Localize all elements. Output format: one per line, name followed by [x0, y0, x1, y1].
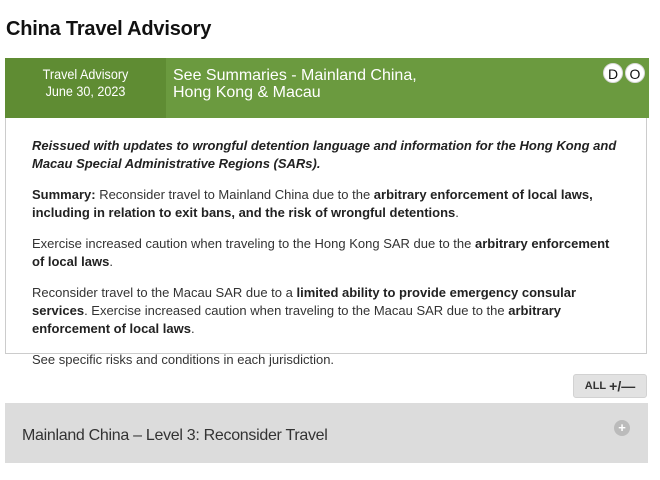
summary-label: Summary:	[32, 187, 96, 202]
plus-circle-icon[interactable]: +	[614, 420, 630, 436]
advisory-card	[5, 58, 647, 367]
other-badge[interactable]: O	[625, 63, 645, 83]
advisory-date-block	[5, 58, 166, 118]
accordion-mainland-china[interactable]	[5, 403, 648, 463]
risk-indicator-badges	[603, 63, 645, 83]
summaries-link[interactable]: See Summaries - Mainland China, Hong Kong & Macau	[173, 67, 417, 101]
accordion-title: Mainland China – Level 3: Reconsider Travel	[22, 427, 328, 444]
advisory-body	[32, 137, 622, 382]
toggle-all-label: ALL	[584, 380, 607, 392]
jurisdiction-note: See specific risks and conditions in each jurisdiction.	[32, 352, 335, 367]
plus-minus-icon: +/—	[609, 378, 636, 394]
hongkong-paragraph: Exercise increased caution when traveling to the Hong Kong SAR due to the arbitrary enforcement of local laws.	[32, 236, 610, 269]
summary-paragraph: Summary: Reconsider travel to Mainland China due to the arbitrary enforcement of local laws, including in relation to exit bans, and the risk of wrongful detentions.	[32, 187, 593, 220]
advisory-label: Travel Advisory	[42, 66, 129, 82]
reissue-note: Reissued with updates to wrongful detention language and information for the Hong Kong and Macau Special Administrative Regions (SARs).	[32, 138, 617, 171]
advisory-header	[5, 58, 649, 118]
advisory-date: June 30, 2023	[45, 83, 126, 99]
detention-badge[interactable]: D	[603, 63, 623, 83]
page-title: China Travel Advisory	[6, 18, 212, 40]
macau-paragraph: Reconsider travel to the Macau SAR due to a limited ability to provide emergency consular services. Exercise increased caution when traveling to the Macau SAR due to the arbitrary enforcement of local laws.	[32, 285, 577, 336]
toggle-all-button[interactable]	[573, 374, 647, 398]
